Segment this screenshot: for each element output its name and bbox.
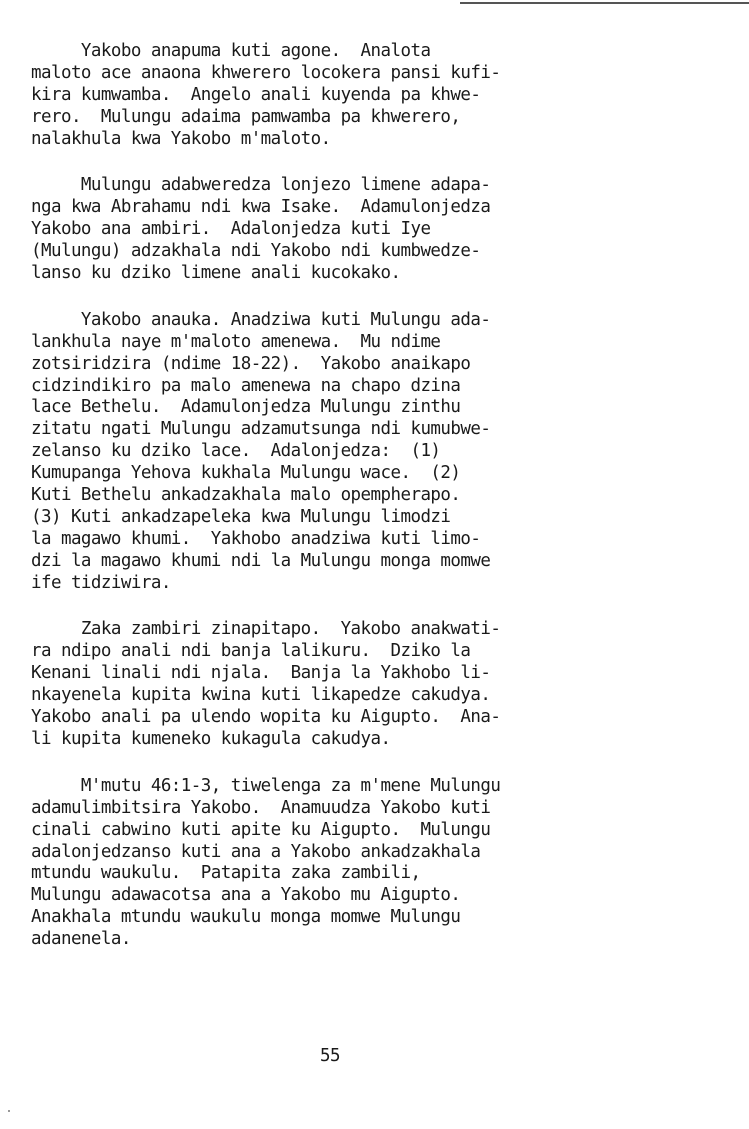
text-line: ife tidziwira. xyxy=(31,572,171,593)
text-line: (Mulungu) adzakhala ndi Yakobo ndi kumbwedze- xyxy=(31,241,481,262)
text-line: (3) Kuti ankadzapeleka kwa Mulungu limodzi xyxy=(31,506,451,527)
text-line: zotsiridzira (ndime 18-22). Yakobo anaikapo xyxy=(31,353,471,374)
text-line: M'mutu 46:1-3, tiwelenga za m'mene Mulungu xyxy=(31,775,501,796)
scan-speck xyxy=(8,1110,10,1112)
text-line: li kupita kumeneko kukagula cakudya. xyxy=(31,728,391,749)
text-line: Zaka zambiri zinapitapo. Yakobo anakwati- xyxy=(31,619,501,640)
text-line: mtundu waukulu. Patapita zaka zambili, xyxy=(31,863,421,884)
text-line: adanenela. xyxy=(31,929,131,950)
paragraph-5 xyxy=(31,776,631,951)
page-number: 55 xyxy=(320,1046,340,1066)
text-line: nalakhula kwa Yakobo m'maloto. xyxy=(31,128,331,149)
text-line: Mulungu adabweredza lonjezo limene adapa- xyxy=(31,175,491,196)
body-text xyxy=(31,41,631,976)
paragraph-1 xyxy=(31,41,631,150)
text-line: la magawo khumi. Yakhobo anadziwa kuti limo- xyxy=(31,528,481,549)
text-line: nkayenela kupita kwina kuti likapedze cakudya. xyxy=(31,685,491,706)
text-line: zitatu ngati Mulungu adzamutsunga ndi kumubwe- xyxy=(31,419,491,440)
text-line: maloto ace anaona khwerero locokera pansi kufi- xyxy=(31,62,501,83)
text-line: adalonjedzanso kuti ana a Yakobo ankadzakhala xyxy=(31,841,481,862)
text-line: lanso ku dziko limene anali kucokako. xyxy=(31,263,401,284)
text-line: Yakobo anauka. Anadziwa kuti Mulungu ada- xyxy=(31,309,491,330)
text-line: dzi la magawo khumi ndi la Mulungu monga momwe xyxy=(31,550,491,571)
text-line: adamulimbitsira Yakobo. Anamuudza Yakobo kuti xyxy=(31,797,491,818)
text-line: Yakobo anapuma kuti agone. Analota xyxy=(31,41,431,61)
text-line: lace Bethelu. Adamulonjedza Mulungu zinthu xyxy=(31,397,461,418)
text-line: Kuti Bethelu ankadzakhala malo opempherapo. xyxy=(31,485,461,506)
text-line: lankhula naye m'maloto amenewa. Mu ndime xyxy=(31,331,441,352)
text-line: Yakobo anali pa ulendo wopita ku Aigupto. Ana- xyxy=(31,707,501,728)
top-rule xyxy=(460,2,749,4)
text-line: cinali cabwino kuti apite ku Aigupto. Mulungu xyxy=(31,819,491,840)
text-line: Anakhala mtundu waukulu monga momwe Mulungu xyxy=(31,907,461,928)
text-line: cidzindikiro pa malo amenewa na chapo dzina xyxy=(31,375,461,396)
paragraph-2 xyxy=(31,175,631,284)
text-line: ra ndipo anali ndi banja lalikuru. Dziko la xyxy=(31,641,471,662)
paragraph-3 xyxy=(31,310,631,595)
text-line: kira kumwamba. Angelo anali kuyenda pa khwe- xyxy=(31,84,481,105)
text-line: zelanso ku dziko lace. Adalonjedza: (1) xyxy=(31,441,441,462)
text-line: nga kwa Abrahamu ndi kwa Isake. Adamulonjedza xyxy=(31,197,491,218)
text-line: Yakobo ana ambiri. Adalonjedza kuti Iye xyxy=(31,219,431,240)
text-line: Kenani linali ndi njala. Banja la Yakhobo li- xyxy=(31,663,491,684)
paragraph-4 xyxy=(31,619,631,750)
text-line: Kumupanga Yehova kukhala Mulungu wace. (2) xyxy=(31,463,461,484)
text-line: Mulungu adawacotsa ana a Yakobo mu Aigupto. xyxy=(31,885,461,906)
text-line: rero. Mulungu adaima pamwamba pa khwerero, xyxy=(31,106,461,127)
